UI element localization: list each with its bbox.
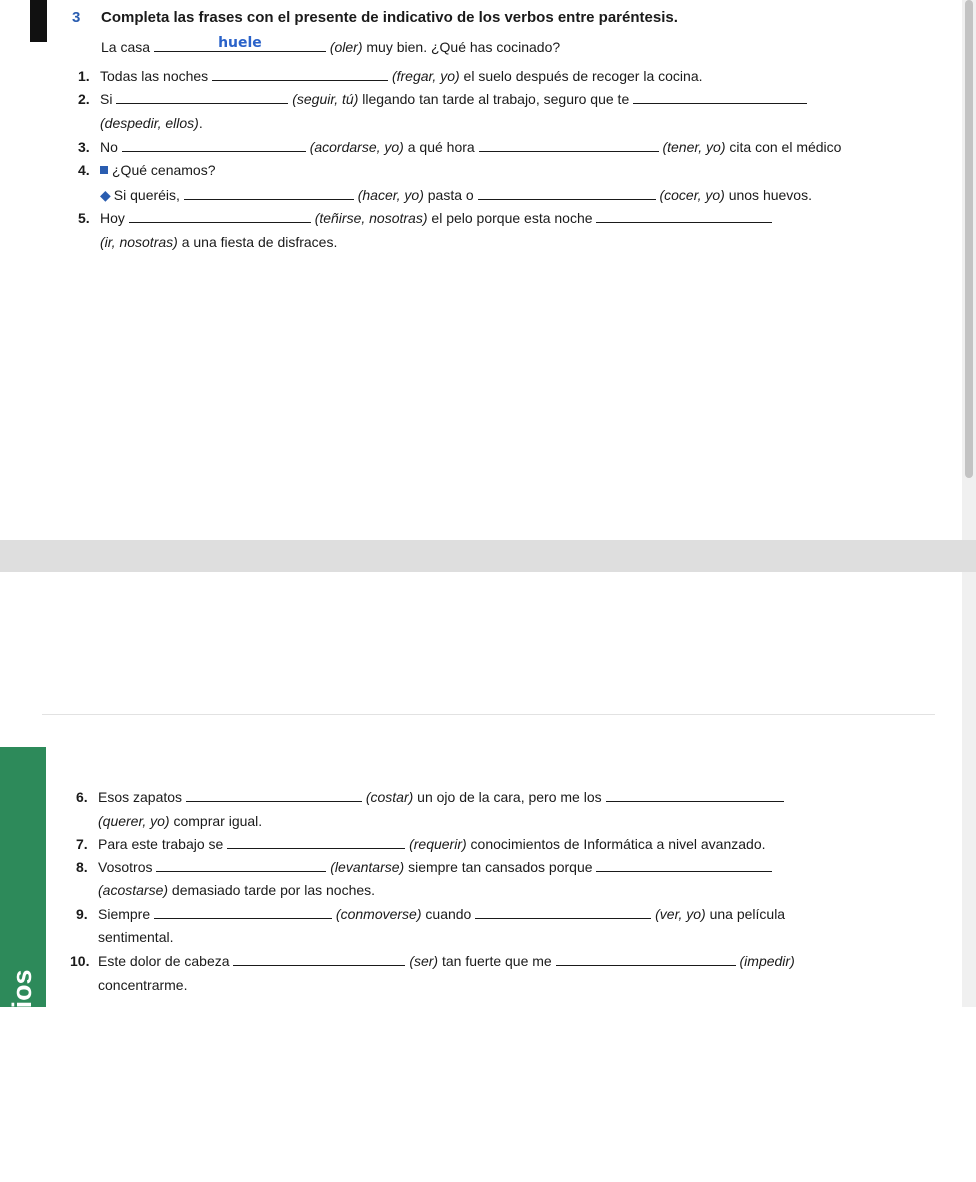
item-text: a una fiesta de disfraces. — [177, 234, 338, 250]
item-text: Este dolor de cabeza — [98, 953, 234, 969]
page-top — [0, 0, 962, 540]
item-text: Para este trabajo se — [98, 836, 228, 852]
item-number: 10. — [70, 953, 90, 969]
verb-hint: (seguir, tú) — [292, 91, 359, 107]
diamond-bullet-icon: ◆ — [100, 187, 111, 203]
item-text: No — [100, 139, 122, 155]
item-text: cuando — [421, 906, 476, 922]
example-answer: huele — [218, 35, 262, 51]
item-text: . — [198, 115, 203, 131]
sidebar-label-text: Ejercicios — [7, 969, 37, 1097]
divider — [42, 714, 935, 715]
square-bullet-icon — [100, 166, 108, 174]
verb-hint: (fregar, yo) — [391, 68, 460, 84]
item-10-continued — [98, 976, 187, 994]
item-text: Todas las noches — [100, 68, 213, 84]
answer-blank[interactable] — [156, 858, 326, 872]
item-4-response — [100, 186, 812, 204]
example-verb: (oler) — [329, 39, 363, 55]
verb-hint: (querer, yo) — [98, 813, 170, 829]
item-6-continued — [98, 812, 262, 830]
page-bottom — [0, 572, 962, 1097]
verb-hint: (cocer, yo) — [659, 187, 725, 203]
answer-blank[interactable] — [478, 186, 656, 200]
item-text: Hoy — [100, 210, 129, 226]
item-text: el pelo porque esta noche — [427, 210, 597, 226]
answer-blank[interactable] — [606, 788, 784, 802]
scrollbar-track[interactable] — [962, 0, 976, 1007]
item-text: demasiado tarde por las noches. — [168, 882, 376, 898]
answer-blank[interactable] — [633, 90, 807, 104]
item-4 — [78, 161, 216, 179]
page-gap — [0, 540, 976, 572]
item-text: una película — [705, 906, 786, 922]
corner-mark — [30, 0, 47, 42]
answer-blank[interactable] — [154, 905, 332, 919]
item-number: 4. — [78, 162, 90, 178]
item-8 — [76, 858, 772, 876]
verb-hint: (tener, yo) — [662, 139, 726, 155]
answer-blank[interactable] — [122, 138, 306, 152]
item-number: 3. — [78, 139, 90, 155]
item-2-continued — [100, 114, 203, 132]
item-text: Si — [100, 91, 117, 107]
answer-blank[interactable] — [116, 90, 288, 104]
answer-blank[interactable] — [596, 858, 772, 872]
item-text: sentimental. — [98, 929, 174, 945]
item-1 — [78, 67, 703, 85]
verb-hint: (costar) — [365, 789, 414, 805]
verb-hint: (requerir) — [409, 836, 467, 852]
item-text: siempre tan cansados porque — [404, 859, 597, 875]
verb-hint: (conmoverse) — [335, 906, 422, 922]
item-number: 9. — [76, 906, 88, 922]
item-text: Si queréis, — [113, 187, 184, 203]
item-number: 7. — [76, 836, 88, 852]
item-text: Esos zapatos — [98, 789, 186, 805]
item-text: tan fuerte que me — [438, 953, 556, 969]
answer-blank[interactable] — [233, 952, 405, 966]
verb-hint: (levantarse) — [330, 859, 405, 875]
example-before: La casa — [101, 39, 154, 55]
item-text: cita con el médico — [725, 139, 842, 155]
example-blank — [154, 35, 326, 52]
item-text: comprar igual. — [169, 813, 263, 829]
answer-blank[interactable] — [129, 209, 311, 223]
item-9-continued — [98, 928, 173, 946]
item-5 — [78, 209, 772, 227]
item-number: 2. — [78, 91, 90, 107]
item-number: 8. — [76, 859, 88, 875]
answer-blank[interactable] — [479, 138, 659, 152]
exercise-instruction: Completa las frases con el presente de indicativo de los verbos entre paréntesis. — [101, 9, 678, 26]
item-text: un ojo de la cara, pero me los — [413, 789, 606, 805]
answer-blank[interactable] — [186, 788, 362, 802]
item-text: unos huevos. — [724, 187, 812, 203]
item-text: Vosotros — [98, 859, 157, 875]
item-text: a qué hora — [403, 139, 479, 155]
verb-hint: (ser) — [409, 953, 439, 969]
answer-blank[interactable] — [556, 952, 736, 966]
scrollbar-thumb[interactable] — [965, 0, 973, 478]
item-text: pasta o — [423, 187, 478, 203]
item-5-continued — [100, 233, 337, 251]
item-9 — [76, 905, 785, 923]
verb-hint: (acordarse, yo) — [309, 139, 404, 155]
item-text: concentrarme. — [98, 977, 188, 993]
item-3 — [78, 138, 841, 156]
item-text: el suelo después de recoger la cocina. — [459, 68, 703, 84]
item-7 — [76, 835, 766, 853]
verb-hint: (despedir, ellos) — [100, 115, 199, 131]
answer-blank[interactable] — [212, 67, 388, 81]
item-8-continued — [98, 881, 375, 899]
item-text: conocimientos de Informática a nivel avanzado. — [466, 836, 766, 852]
item-text: Siempre — [98, 906, 155, 922]
verb-hint: (ver, yo) — [655, 906, 706, 922]
verb-hint: (hacer, yo) — [357, 187, 424, 203]
answer-blank[interactable] — [184, 186, 354, 200]
answer-blank[interactable] — [227, 835, 405, 849]
item-number: 6. — [76, 789, 88, 805]
verb-hint: (acostarse) — [98, 882, 169, 898]
verb-hint: (teñirse, nosotras) — [314, 210, 428, 226]
verb-hint: (ir, nosotras) — [100, 234, 178, 250]
sidebar-label-svg — [3, 947, 43, 1107]
answer-blank[interactable] — [475, 905, 651, 919]
item-2 — [78, 90, 807, 108]
answer-blank[interactable] — [596, 209, 772, 223]
sidebar-chevron-pattern — [0, 1102, 46, 1182]
item-6 — [76, 788, 784, 806]
exercise-number: 3 — [72, 9, 81, 26]
verb-hint: (impedir) — [739, 953, 795, 969]
item-10 — [70, 952, 795, 970]
example-line — [101, 35, 561, 56]
item-question: ¿Qué cenamos? — [112, 162, 216, 178]
sidebar-band — [0, 747, 46, 1097]
item-number: 5. — [78, 210, 90, 226]
item-text: llegando tan tarde al trabajo, seguro que te — [358, 91, 634, 107]
item-number: 1. — [78, 68, 90, 84]
example-after: muy bien. ¿Qué has cocinado? — [362, 39, 561, 55]
sidebar-label — [3, 947, 43, 1107]
